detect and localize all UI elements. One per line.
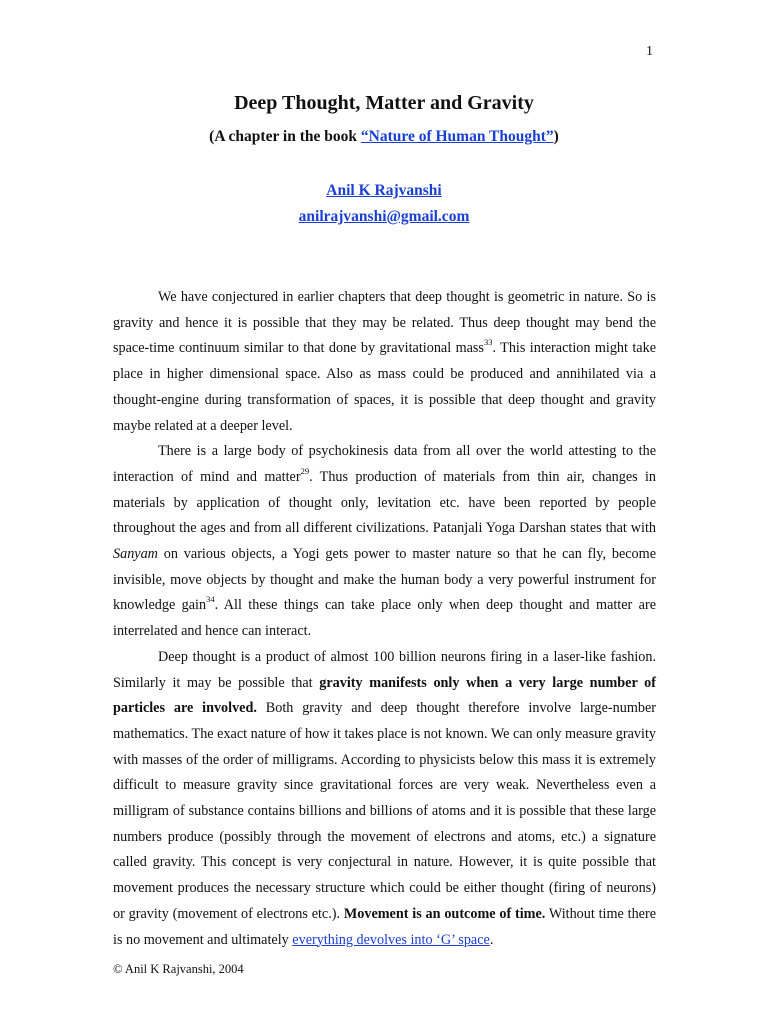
- document-title: Deep Thought, Matter and Gravity: [234, 92, 534, 114]
- paragraph-2-text-d: . All these things can take place only when deep thought and matter are interrelated and hence can interact.: [113, 597, 656, 640]
- g-space-link[interactable]: everything devolves into ‘G’ space: [292, 931, 490, 948]
- paragraph-3-text-c: Without time there is no movement and ultimately: [113, 905, 656, 948]
- paragraph-2-text-a: There is a large body of psychokinesis data from all over the world attesting to the interaction of mind and matter: [113, 443, 656, 485]
- reference-33: 33: [483, 337, 493, 348]
- copyright-footer: © Anil K Rajvanshi, 2004: [113, 962, 244, 976]
- paragraph-3: [113, 645, 656, 953]
- document-subtitle: [0, 128, 768, 146]
- movement-emphasis: Movement is an outcome of time.: [343, 905, 546, 922]
- paragraph-1-text-b: . This interaction might take place in higher dimensional space. Also as mass could be produced and annihilated via a thought-engine during transformation of spaces, it is possible that deep thought and gravity maybe related at a deeper level.: [113, 340, 656, 434]
- subtitle-suffix: ): [553, 128, 559, 145]
- sanyam-term: Sanyam: [113, 546, 158, 563]
- author-email: [0, 208, 768, 226]
- page-number: 1: [646, 44, 653, 59]
- body-text: [113, 285, 656, 953]
- paragraph-3-text-a: Deep thought is a product of almost 100 billion neurons firing in a laser-like fashion. Similarly it may be possible that: [113, 648, 656, 691]
- reference-34: 34: [206, 594, 215, 605]
- paragraph-2: [113, 439, 656, 645]
- gravity-emphasis: gravity manifests only when a very large number of particles are involved.: [113, 674, 656, 717]
- subtitle-prefix: (A chapter in the book: [209, 128, 361, 145]
- paragraph-3-text-d: .: [489, 931, 494, 948]
- reference-29: 29: [300, 465, 310, 476]
- paragraph-1: [113, 285, 656, 439]
- paragraph-2-text-c: on various objects, a Yogi gets power to master nature so that he can fly, become invisible, move objects by thought and make the human body a very powerful instrument for knowledge gain: [113, 546, 656, 614]
- paragraph-1-text-a: We have conjectured in earlier chapters that deep thought is geometric in nature. So is gravity and hence it is possible that they may be related. Thus deep thought may bend the space-time continuum similar to that done by gravitational mass: [113, 289, 656, 357]
- author-name: [0, 182, 768, 200]
- author-email-link[interactable]: anilrajvanshi@gmail.com: [298, 208, 470, 225]
- paragraph-3-text-b: Both gravity and deep thought therefore involve large-number mathematics. The exact nature of how it takes place is not known. We can only measure gravity with masses of the order of milligrams. According to physicists below this mass it is extremely difficult to measure gravity since gravitational forces are very weak. Nevertheless even a milligram of substance contains billions and billions of atoms and it is possible that these large numbers produce (possibly through the movement of electrons and atoms, etc.) a signature called gravity. This concept is very conjectural in nature. However, it is quite possible that movement produces the necessary structure which could be either thought (firing of neurons) or gravity (movement of electrons etc.).: [113, 700, 656, 922]
- paragraph-2-text-b: . Thus production of materials from thin air, changes in materials by application of thought only, levitation etc. have been reported by people throughout the ages and from all different civilizations. Patanjali Yoga Darshan states that with: [113, 468, 656, 537]
- book-title-link[interactable]: “Nature of Human Thought”: [360, 128, 554, 145]
- author-name-link[interactable]: Anil K Rajvanshi: [326, 182, 442, 199]
